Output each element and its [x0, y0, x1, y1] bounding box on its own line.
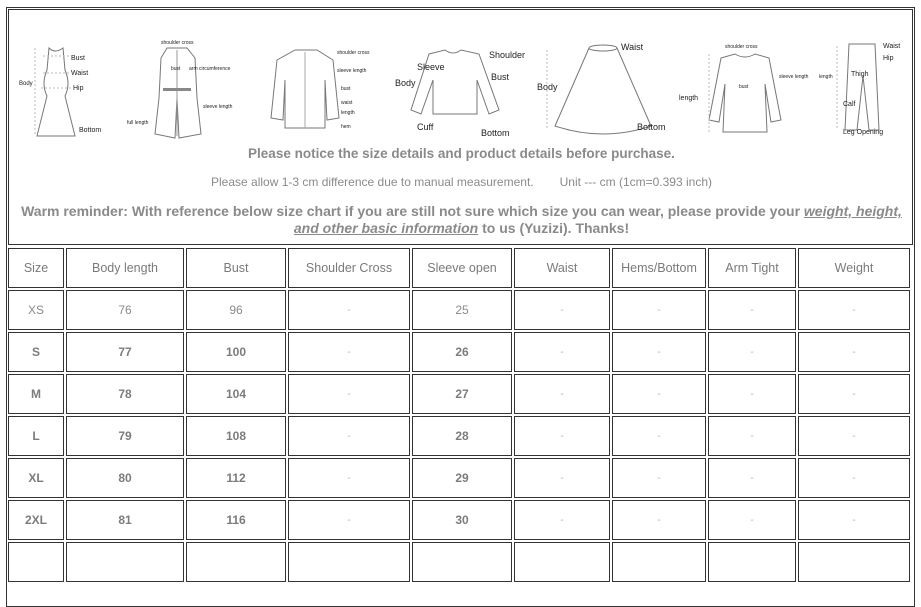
weight-cell: -	[798, 374, 910, 414]
header-arm-tight: Arm Tight	[708, 248, 796, 288]
dress-body-label: Body	[19, 81, 33, 87]
sleeve-open-cell: 26	[412, 332, 512, 372]
arm-tight-cell: -	[708, 332, 796, 372]
pants-hip-label: Hip	[883, 55, 894, 62]
warm-reminder	[19, 203, 904, 237]
pants-sketch	[819, 40, 914, 150]
arm-tight-cell: -	[708, 500, 796, 540]
header-waist: Waist	[514, 248, 610, 288]
jacket-length-label: length	[341, 110, 355, 116]
dress-waist-label: Waist	[71, 70, 89, 77]
arm-tight-cell: -	[708, 416, 796, 456]
header-bust: Bust	[186, 248, 286, 288]
hems-bottom-cell: -	[612, 290, 706, 330]
basic-info-link[interactable]: weight, height, and other basic information	[293, 203, 902, 236]
hems-bottom-cell: -	[612, 374, 706, 414]
body-length-cell: 81	[66, 500, 184, 540]
size-cell: 2XL	[8, 500, 64, 540]
sweater-bust-label: Bust	[491, 72, 510, 82]
dress-sketch	[19, 40, 124, 150]
measurement-notice	[9, 175, 914, 189]
header-shoulder-cross: Shoulder Cross	[288, 248, 410, 288]
arm-tight-cell: -	[708, 458, 796, 498]
size-guide-header	[8, 9, 913, 245]
body-length-cell: 78	[66, 374, 184, 414]
jacket-waist-label: waist	[341, 100, 353, 106]
pants-length-label: length	[819, 74, 833, 80]
jacket-hem-label: hem	[341, 124, 351, 130]
jacket-bust-label: bust	[341, 86, 351, 92]
size-cell: S	[8, 332, 64, 372]
waist-cell	[514, 542, 610, 582]
sleeve-open-cell: 27	[412, 374, 512, 414]
header-hems-bottom: Hems/Bottom	[612, 248, 706, 288]
skirt-waist-label: Waist	[621, 42, 644, 52]
hems-bottom-cell: -	[612, 458, 706, 498]
coat-bust-label: bust	[171, 66, 181, 72]
shoulder-cross-cell: -	[288, 500, 410, 540]
pants-calf-label: Calf	[843, 101, 856, 108]
body-length-cell: 76	[66, 290, 184, 330]
waist-cell: -	[514, 332, 610, 372]
weight-cell: -	[798, 416, 910, 456]
pants-waist-label: Waist	[883, 43, 901, 50]
weight-cell	[798, 542, 910, 582]
size-cell: L	[8, 416, 64, 456]
body-length-cell: 77	[66, 332, 184, 372]
bust-cell: 108	[186, 416, 286, 456]
size-cell	[8, 542, 64, 582]
shoulder-cross-cell: -	[288, 416, 410, 456]
sweater-bottom-label: Bottom	[481, 128, 510, 138]
table-row	[8, 416, 910, 456]
waist-cell: -	[514, 290, 610, 330]
pullover-length-label: length	[679, 95, 699, 102]
weight-cell: -	[798, 332, 910, 372]
coat-length-label: full length	[127, 120, 149, 126]
body-length-cell	[66, 542, 184, 582]
header-sleeve-open: Sleeve open	[412, 248, 512, 288]
shoulder-cross-cell	[288, 542, 410, 582]
sweater-cuff-label: Cuff	[417, 122, 434, 132]
table-row	[8, 500, 910, 540]
arm-tight-cell: -	[708, 374, 796, 414]
skirt-body-label: Body	[537, 82, 558, 92]
coat-sleeve-label: sleeve length	[203, 104, 233, 110]
arm-tight-cell	[708, 542, 796, 582]
sweater-sketch	[389, 40, 534, 150]
hems-bottom-cell: -	[612, 416, 706, 456]
dress-bottom-label: Bottom	[79, 127, 102, 134]
waist-cell: -	[514, 458, 610, 498]
header-size: Size	[8, 248, 64, 288]
pullover-sketch	[679, 40, 819, 150]
hems-bottom-cell	[612, 542, 706, 582]
waist-cell: -	[514, 374, 610, 414]
body-length-cell: 80	[66, 458, 184, 498]
coat-sketch	[127, 40, 247, 150]
hems-bottom-cell: -	[612, 332, 706, 372]
jacket-sketch	[255, 40, 385, 150]
shoulder-cross-cell: -	[288, 290, 410, 330]
table-row	[8, 332, 910, 372]
sleeve-open-cell: 25	[412, 290, 512, 330]
sleeve-open-cell: 30	[412, 500, 512, 540]
warm-reminder-suffix: to us (Yuzizi). Thanks!	[478, 220, 630, 236]
garment-measurement-sketches	[19, 40, 909, 150]
waist-cell: -	[514, 416, 610, 456]
pullover-shoulder-label: shoulder cross	[725, 44, 758, 50]
bust-cell: 116	[186, 500, 286, 540]
bust-cell: 100	[186, 332, 286, 372]
table-row	[8, 290, 910, 330]
weight-cell: -	[798, 458, 910, 498]
pullover-sleeve-label: sleeve length	[779, 74, 809, 80]
pullover-bust-label: bust	[739, 84, 749, 90]
skirt-bottom-label: Bottom	[637, 122, 666, 132]
sweater-body-label: Body	[395, 78, 416, 88]
hems-bottom-cell: -	[612, 500, 706, 540]
allow-difference-text: Please allow 1-3 cm difference due to manual measurement.	[211, 175, 534, 189]
unit-text: Unit --- cm (1cm=0.393 inch)	[559, 175, 712, 189]
size-table	[6, 246, 912, 584]
sweater-shoulder-label: Shoulder	[489, 50, 526, 60]
notice-text: Please notice the size details and product details before purchase.	[248, 146, 675, 161]
warm-reminder-prefix: Warm reminder: With reference below size chart if you are still not sure which size you can wear, please provide your	[21, 203, 804, 219]
pants-leg-opening-label: Leg Opening	[843, 129, 884, 136]
size-cell: XS	[8, 290, 64, 330]
sleeve-open-cell: 28	[412, 416, 512, 456]
size-cell: M	[8, 374, 64, 414]
coat-arm-label: arm circumference	[189, 66, 231, 72]
waist-cell: -	[514, 500, 610, 540]
pants-thigh-label: Thigh	[851, 71, 869, 78]
table-header-row	[8, 248, 910, 288]
coat-shoulder-label: shoulder cross	[161, 40, 194, 46]
bust-cell	[186, 542, 286, 582]
bust-cell: 96	[186, 290, 286, 330]
table-row	[8, 542, 910, 582]
weight-cell: -	[798, 290, 910, 330]
dress-bust-label: Bust	[71, 55, 86, 62]
header-body-length: Body length	[66, 248, 184, 288]
jacket-shoulder-label: shoulder cross	[337, 50, 370, 56]
table-row	[8, 458, 910, 498]
sweater-sleeve-label: Sleeve	[417, 62, 445, 72]
table-row	[8, 374, 910, 414]
header-weight: Weight	[798, 248, 910, 288]
shoulder-cross-cell: -	[288, 458, 410, 498]
shoulder-cross-cell: -	[288, 332, 410, 372]
bust-cell: 112	[186, 458, 286, 498]
sleeve-open-cell: 29	[412, 458, 512, 498]
body-length-cell: 79	[66, 416, 184, 456]
bust-cell: 104	[186, 374, 286, 414]
dress-hip-label: Hip	[73, 85, 84, 92]
size-cell: XL	[8, 458, 64, 498]
sleeve-open-cell	[412, 542, 512, 582]
weight-cell: -	[798, 500, 910, 540]
jacket-sleeve-label: sleeve length	[337, 68, 367, 74]
shoulder-cross-cell: -	[288, 374, 410, 414]
arm-tight-cell: -	[708, 290, 796, 330]
